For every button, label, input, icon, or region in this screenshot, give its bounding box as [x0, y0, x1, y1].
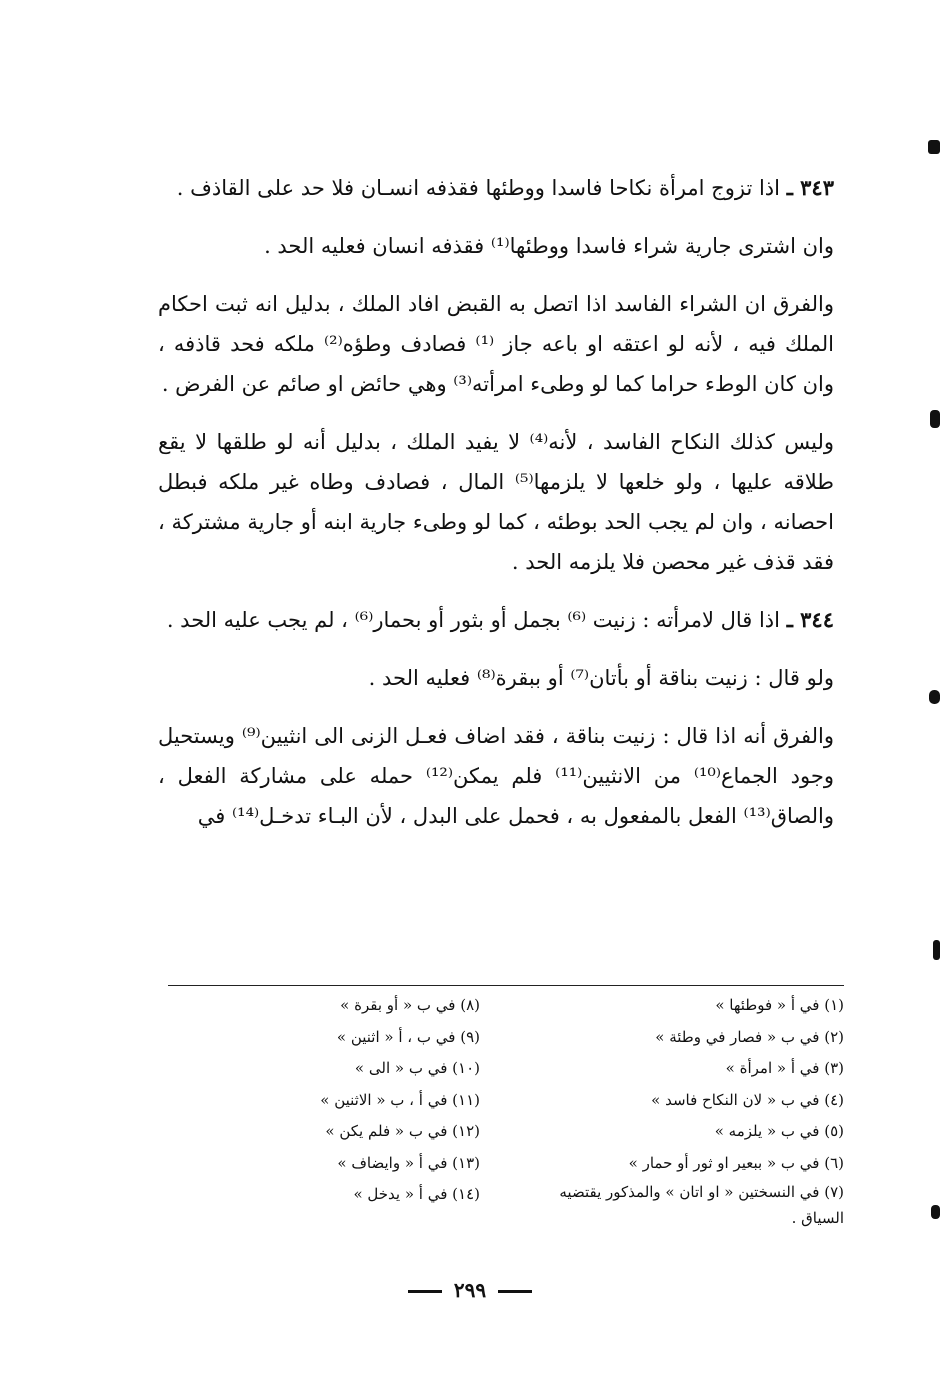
footnote: (٨) في ب « أو بقرة » — [340, 996, 480, 1014]
paragraph — [158, 716, 834, 836]
scan-edge-mark — [933, 940, 940, 960]
issue-number: ٣٤٣ ـ — [786, 175, 834, 200]
paragraph — [158, 284, 834, 404]
footnote: (٥) في ب « يلزمه » — [714, 1122, 844, 1140]
footnote: (٢) في ب « فصار في وطئة » — [655, 1027, 844, 1046]
footnote: (١١) في أ ، ب « الاثنين » — [320, 1090, 480, 1109]
footnote: (١٢) في ب « فلم يكن » — [325, 1122, 480, 1140]
footnote: (١٠) في ب « الى » — [354, 1059, 480, 1077]
paragraph-343 — [158, 168, 834, 208]
paragraph-text: اذا قال لامرأته : زنيت ⁽⁶⁾ بجمل أو بثور أو بحمار⁽⁶⁾ ، لم يجب عليه الحد . — [166, 608, 780, 632]
scan-edge-mark — [928, 140, 940, 154]
paragraph-text: والفرق أنه اذا قال : زنيت بناقة ، فقد اضاف فعـل الزنى الى انثيين⁽⁹⁾ ويستحيل وجود الجماع⁽¹⁰⁾ من الانثيين⁽¹¹⁾ فلم يمكن⁽¹²⁾ حمله على مشاركة الفعل ، والصاق⁽¹³⁾ الفعل بالمفعول به ، فحمل على البدل ، لأن البـاء تدخـل⁽¹⁴⁾ في — [158, 724, 835, 828]
footnote: (١) في أ « فوطئها » — [715, 996, 844, 1014]
scan-edge-mark — [929, 690, 940, 704]
footnote: (٦) في ب « ببعير او ثور أو حمار » — [628, 1153, 844, 1172]
footnote: (٧) في النسختين « او اتان » والمذكور يقتضيه السياق . — [559, 1183, 844, 1227]
footnote: (٣) في أ « امرأة » — [725, 1059, 844, 1077]
footnote: (١٣) في أ « وايضاف » — [337, 1153, 480, 1172]
paragraph — [158, 226, 834, 266]
scan-edge-mark — [931, 1205, 940, 1219]
main-text — [158, 168, 834, 854]
paragraph — [158, 658, 834, 698]
paragraph-text: ولو قال : زنيت بناقة أو بأتان⁽⁷⁾ أو ببقرة⁽⁸⁾ فعليه الحد . — [368, 666, 834, 690]
footnote: (٩) في ب ، أ « اثنين » — [336, 1027, 480, 1046]
issue-number: ٣٤٤ ـ — [786, 607, 834, 632]
paragraph-text: اذا تزوج امرأة نكاحا فاسدا ووطئها فقذفه انسـان فلا حد على القاذف . — [176, 176, 780, 200]
page-number-footer — [0, 1278, 940, 1302]
paragraph-text: وليس كذلك النكاح الفاسد ، لأنه⁽⁴⁾ لا يفيد الملك ، بدليل أنه لو طلقها لا يقع طلاقه عليها ، ولو خلعها لا يلزمها⁽⁵⁾ المال ، فصادف وطاه غير ملكه فبطل احصانه ، وان لم يجب الحد بوطئه ، كما لو وطىء جارية ابنه أو جارية مشتركة ، فقد قذف غير محصن فلا يلزمه الحد . — [158, 430, 835, 574]
footnotes-left-column — [300, 990, 480, 1211]
paragraph-344 — [158, 600, 834, 640]
footnote: (٤) في ب « لان النكاح فاسد » — [651, 1090, 844, 1109]
paragraph — [158, 422, 834, 582]
dash-decoration — [408, 1290, 442, 1293]
paragraph-text: وان اشترى جارية شراء فاسدا ووطئها⁽¹⁾ فقذفه انسان فعليه الحد . — [264, 234, 834, 258]
footnote-divider — [168, 985, 844, 986]
dash-decoration — [498, 1290, 532, 1293]
page-number: ٢٩٩ — [453, 1278, 487, 1302]
footnotes-right-column — [548, 990, 844, 1231]
footnote: (١٤) في أ « يدخل » — [353, 1185, 480, 1203]
paragraph-text: والفرق ان الشراء الفاسد اذا اتصل به القبض افاد الملك ، بدليل انه ثبت احكام الملك فيه ، لأنه لو اعتقه او باعه جاز ⁽¹⁾ فصادف وطؤه⁽²⁾ ملكه فحد قاذفه ، وان كان الوطء حراما كما لو وطىء امرأته⁽³⁾ وهي حائض او صائم عن الفرض . — [158, 292, 835, 396]
scan-edge-mark — [930, 410, 940, 428]
